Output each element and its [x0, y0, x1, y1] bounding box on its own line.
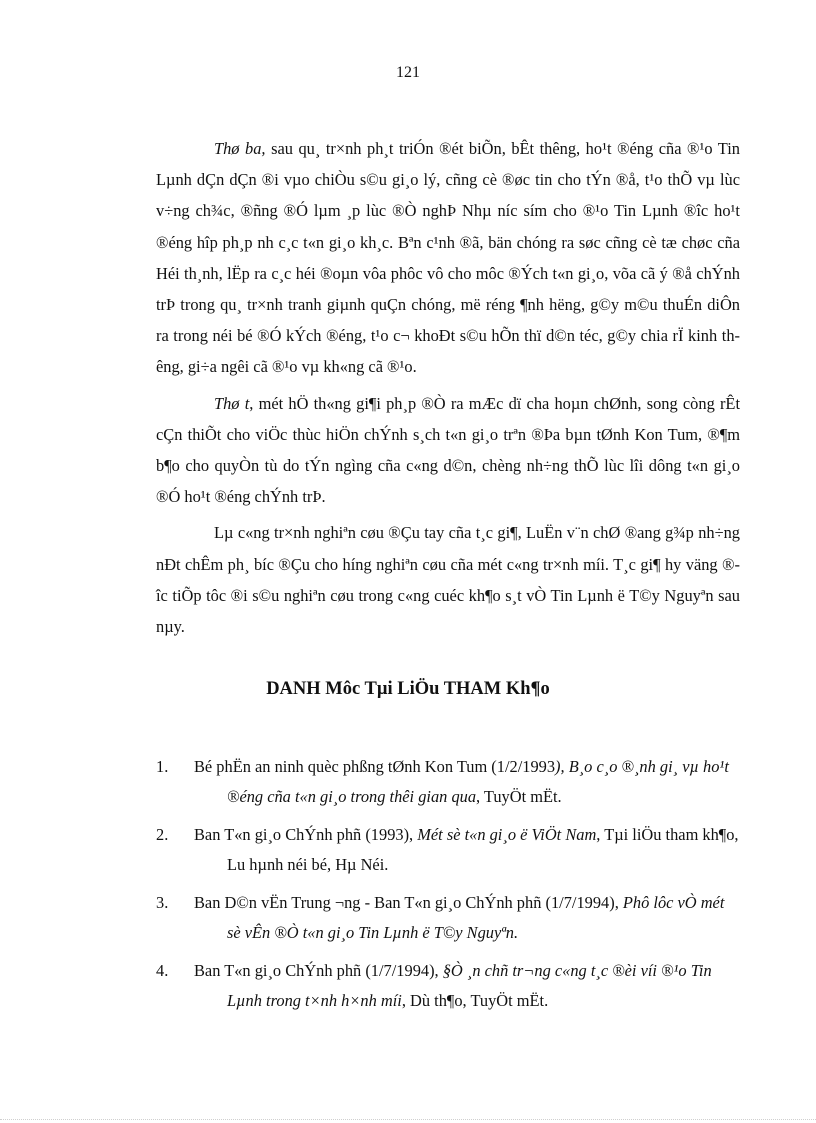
reference-title: Phô lôc vÒ mét sè vÊn ®Ò t«n gi¸o Tin Lµnh ë T©y Nguyªn. — [227, 893, 725, 942]
reference-note: , TuyÖt mËt. — [476, 787, 562, 806]
reference-text — [194, 752, 740, 812]
paragraph-lead: Thø t — [214, 393, 250, 413]
references-list — [156, 752, 740, 1024]
paragraph-text: sau qu¸ tr×nh ph¸t triÓn ®ét biÕn, bÊt thêng, ho¹t ®éng cña ®¹o Tin Lµnh dÇn dÇn ®i vµo chiÒu s©u gi¸o lý, cñng cè ®øc tin cho tÝn ®å, t¹o thÕ vµ lùc v÷ng ch¾c, ®ñng ®Ó lµm ¸p lùc ®Ò nghÞ Nhµ níc sím cho ®¹o Tin Lµnh ®îc ho¹t ®éng hîp ph¸p nh c¸c t«n gi¸o kh¸c. Bªn c¹nh ®ã, bän chóng ra søc cñng cè tæ chøc cña Héi th¸nh, lËp ra c¸c héi ®oµn vôa phôc vô cho môc ®Ých t«n gi¸o, võa cã ý ®å chÝnh trÞ trong qu¸ tr×nh tranh giµnh quÇn chóng, më réng ¶nh hëng, g©y m©u thuÉn diÔn ra trong néi bé ®Ó kÝch ®éng, t¹o c¬ khoÐt s©u hÕn thï d©n téc, g©y chia rÏ kinh thêng, gi÷a ngêi cã ®¹o vµ kh«ng cã ®¹o. — [156, 139, 740, 377]
reference-note: , Tµi liÖu tham kh¶o, Lu hµnh néi bé, Hµ Néi. — [227, 825, 739, 874]
body-text — [156, 133, 740, 642]
reference-note: , Dù th¶o, TuyÖt mËt. — [401, 991, 549, 1010]
references-heading: DANH Môc Tµi LiÖu THAM Kh¶o — [266, 679, 550, 699]
reference-source: Ban T«n gi¸o ChÝnh phñ (1993), — [194, 825, 418, 844]
reference-source: Bé phËn an ninh quèc phßng tØnh Kon Tum (1/2/1993 — [194, 757, 556, 776]
reference-number: 1. — [156, 757, 169, 776]
page-bottom-rule — [0, 1119, 816, 1120]
reference-number: 3. — [156, 893, 169, 912]
reference-source: Ban T«n gi¸o ChÝnh phñ (1/7/1994), — [194, 961, 443, 980]
reference-text — [194, 956, 740, 1016]
reference-title: Mét sè t«n gi¸o ë ViÖt Nam — [417, 825, 597, 844]
paragraph-lead: Thø ba, — [214, 139, 266, 158]
paragraph-fourth — [156, 388, 740, 513]
reference-item — [156, 956, 740, 1016]
paragraph-third — [156, 133, 740, 383]
paragraph-text: , mét hÖ th«ng gi¶i ph¸p ®Ò ra mÆc dï cha hoµn chØnh, song còng rÊt cÇn thiÕt cho viÖc thùc hiÖn chÝnh s¸ch t«n gi¸o trªn ®Þa bµn tØnh Kon Tum, ®¶m b¶o cho quyÒn tù do tÝn ngìng cña c«ng d©n, chèng nh÷ng thÕ lùc lîi dông t«n gi¸o ®Ó ho¹t ®éng chÝnh trÞ. — [156, 393, 740, 507]
paragraph-text: Lµ c«ng tr×nh nghiªn cøu ®Çu tay cña t¸c gi¶, LuËn v¨n chØ ®ang g¾p nh÷ng nÐt chÊm ph¸ bíc ®Çu cho híng nghiªn cøu cña mét c«ng tr×nh míi. T¸c gi¶ hy väng ®îc tiÕp tôc ®i s©u nghiªn cøu trong c«ng cuéc kh¶o s¸t vÒ Tin Lµnh ë T©y Nguyªn sau nµy. — [156, 523, 740, 637]
paragraph-conclusion — [156, 517, 740, 642]
reference-text — [194, 820, 740, 880]
reference-source: Ban D©n vËn Trung ¬ng - Ban T«n gi¸o ChÝnh phñ (1/7/1994), — [194, 893, 623, 912]
page-number: 121 — [396, 64, 420, 81]
reference-item — [156, 752, 740, 812]
reference-item — [156, 888, 740, 948]
reference-number: 4. — [156, 961, 169, 980]
reference-title: §Ò ¸n chñ tr¬ng c«ng t¸c ®èi víi ®¹o Tin Lµnh trong t×nh h×nh míi — [227, 961, 712, 1010]
reference-item — [156, 820, 740, 880]
reference-title: ), B¸o c¸o ®¸nh gi¸ vµ ho¹t ®éng cña t«n gi¸o trong thêi gian qua — [227, 757, 729, 806]
reference-text — [194, 888, 740, 948]
reference-number: 2. — [156, 825, 169, 844]
